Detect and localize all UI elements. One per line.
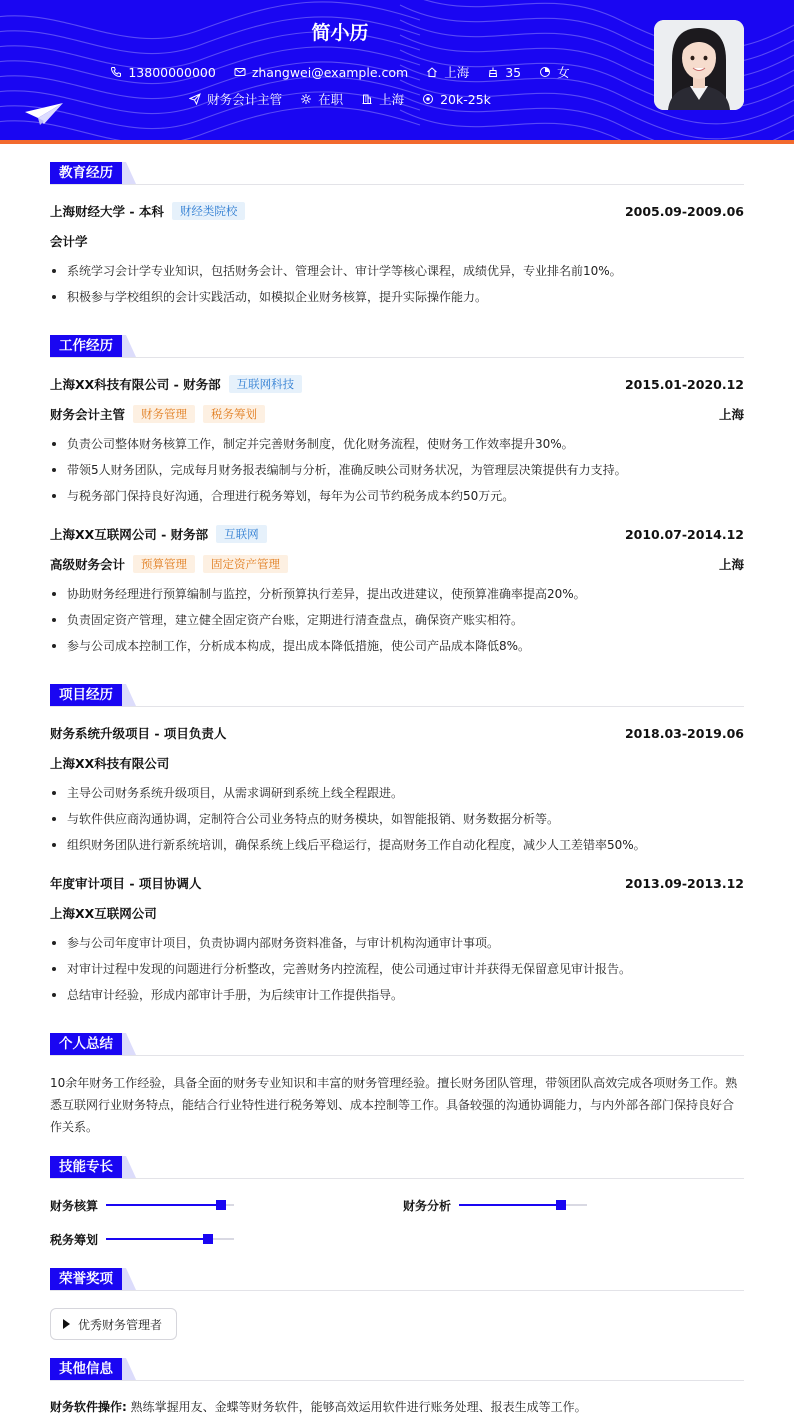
work-period: 2010.07-2014.12 (624, 526, 744, 542)
section-title-other: 其他信息 (50, 1358, 122, 1380)
school-name: 上海财经大学 - 本科 (50, 204, 164, 219)
skill-bar-knob (203, 1234, 213, 1244)
list-item: 协助财务经理进行预算编制与监控，分析预算执行差异，提出改进建议，使预算准确率提高20%。 (50, 585, 744, 603)
project-period: 2013.09-2013.12 (624, 875, 744, 891)
section-divider (50, 357, 744, 358)
phone-icon (110, 66, 122, 78)
section-other (50, 1358, 744, 1380)
avatar-icon (654, 20, 744, 110)
section-title-work: 工作经历 (50, 335, 122, 357)
age-text: 35 (505, 64, 522, 80)
email-text: zhangwei@example.com (251, 64, 409, 80)
location-item (426, 63, 469, 81)
candidate-name: 简小历 (311, 22, 369, 44)
role-title: 财务会计主管 (50, 407, 126, 422)
list-item: 主导公司财务系统升级项目，从需求调研到系统上线全程跟进。 (50, 784, 744, 802)
skill-item (50, 1196, 234, 1214)
gender-text: 女 (557, 65, 570, 80)
status-item (300, 90, 343, 108)
contact-row (0, 63, 680, 81)
list-item: 对审计过程中发现的问题进行分析整改，完善财务内控流程，使公司通过审计并获得无保留意见审计报告。 (50, 960, 744, 978)
gender-item (539, 63, 570, 81)
building-icon (361, 93, 373, 105)
title-ribbon-icon (122, 684, 136, 706)
work-city-item (361, 90, 404, 108)
list-item: 负责固定资产管理，建立健全固定资产台账，定期进行清查盘点，确保资产账实相符。 (50, 611, 744, 629)
list-item: 积极参与学校组织的会计实践活动，如模拟企业财务核算，提升实际操作能力。 (50, 288, 744, 306)
section-divider (50, 706, 744, 707)
role-title: 高级财务会计 (50, 557, 126, 572)
company-name: 上海XX科技有限公司 - 财务部 (50, 377, 221, 392)
skill-item (403, 1196, 587, 1214)
list-item: 参与公司成本控制工作，分析成本构成，提出成本降低措施，使公司产品成本降低8%。 (50, 637, 744, 655)
project-title: 财务系统升级项目 - 项目负责人 (50, 726, 227, 741)
skill-bar (459, 1204, 587, 1206)
role-tag: 税务筹划 (203, 405, 265, 423)
title-ribbon-icon (122, 335, 136, 357)
title-ribbon-icon (122, 162, 136, 184)
project-title: 年度审计项目 - 项目协调人 (50, 876, 202, 891)
email-item (234, 63, 408, 81)
skill-bar (106, 1204, 234, 1206)
section-divider (50, 184, 744, 185)
job-row (0, 90, 680, 108)
section-divider (50, 1290, 744, 1291)
resume-header (0, 0, 794, 140)
award-item (50, 1308, 177, 1340)
send-icon (189, 93, 201, 105)
skill-bar-fill (106, 1204, 221, 1206)
location-text: 上海 (444, 65, 470, 80)
title-ribbon-icon (122, 1156, 136, 1178)
skill-bar-fill (459, 1204, 561, 1206)
company-tag: 互联网科技 (229, 375, 303, 393)
other-label: 财务软件操作: (50, 1400, 127, 1414)
title-ribbon-icon (122, 1033, 136, 1055)
skill-bar-fill (106, 1238, 208, 1240)
profile-photo (654, 20, 744, 110)
list-item: 带领5人财务团队，完成每月财务报表编制与分析，准确反映公司财务状况，为管理层决策提供有力支持。 (50, 461, 744, 479)
list-item: 总结审计经验，形成内部审计手册，为后续审计工作提供指导。 (50, 986, 744, 1004)
position-text: 财务会计主管 (207, 92, 283, 107)
gender-icon (539, 66, 551, 78)
mail-icon (234, 66, 246, 78)
skill-bar-knob (556, 1200, 566, 1210)
project-org-row (50, 754, 744, 772)
header-accent-bar (0, 140, 794, 144)
project-period: 2018.03-2019.06 (624, 725, 744, 741)
list-item: 系统学习会计学专业知识，包括财务会计、管理会计、审计学等核心课程，成绩优异，专业排名前10%。 (50, 262, 744, 280)
role-row (50, 405, 744, 423)
company-tag: 互联网 (216, 525, 267, 543)
school-tag: 财经类院校 (172, 202, 246, 220)
work-header (50, 375, 744, 393)
section-work (50, 335, 744, 357)
section-title-summary: 个人总结 (50, 1033, 122, 1055)
paper-plane-icon (24, 102, 64, 126)
education-period: 2005.09-2009.06 (624, 203, 744, 219)
skill-name: 财务分析 (403, 1198, 452, 1213)
project-org-row (50, 904, 744, 922)
skill-item (50, 1230, 234, 1248)
role-row (50, 555, 744, 573)
section-divider (50, 1055, 744, 1056)
summary-text: 10余年财务工作经验，具备全面的财务专业知识和丰富的财务管理经验。擅长财务团队管理，带领团队高效完成各项财务工作。熟悉互联网行业财务特点，能结合行业特性进行税务筹划、成本控制等工作。具备较强的沟通协调能力，与内外部各部门保持良好合作关系。 (50, 1076, 738, 1134)
list-item: 与软件供应商沟通协调，定制符合公司业务特点的财务模块，如智能报销、财务数据分析等。 (50, 810, 744, 828)
section-summary (50, 1033, 744, 1055)
section-skills (50, 1156, 744, 1178)
work-header (50, 525, 744, 543)
other-info (50, 1398, 744, 1415)
project-header (50, 724, 744, 742)
salary-item (422, 90, 491, 108)
work-city-text: 上海 (379, 92, 405, 107)
section-title-skills: 技能专长 (50, 1156, 122, 1178)
section-divider (50, 1380, 744, 1381)
section-awards (50, 1268, 744, 1290)
skill-bar-knob (216, 1200, 226, 1210)
project-header (50, 874, 744, 892)
list-item: 参与公司年度审计项目，负责协调内部财务资料准备，与审计机构沟通审计事项。 (50, 934, 744, 952)
section-education (50, 162, 744, 184)
age-item (487, 63, 521, 81)
play-icon (63, 1319, 70, 1329)
list-item: 负责公司整体财务核算工作，制定并完善财务制度，优化财务流程，使财务工作效率提升30%。 (50, 435, 744, 453)
skill-name: 财务核算 (50, 1198, 99, 1213)
section-title-projects: 项目经历 (50, 684, 122, 706)
section-divider (50, 1178, 744, 1179)
award-name: 优秀财务管理者 (78, 1317, 163, 1332)
home-icon (426, 66, 438, 78)
position-item (189, 90, 282, 108)
title-ribbon-icon (122, 1358, 136, 1380)
company-name: 上海XX互联网公司 - 财务部 (50, 527, 209, 542)
list-item: 与税务部门保持良好沟通，合理进行税务筹划，每年为公司节约税务成本约50万元。 (50, 487, 744, 505)
age-icon (487, 66, 499, 78)
section-title-awards: 荣誉奖项 (50, 1268, 122, 1290)
status-text: 在职 (318, 92, 344, 107)
education-header (50, 202, 744, 220)
phone-item (110, 63, 215, 81)
section-projects (50, 684, 744, 706)
work-city: 上海 (718, 407, 744, 422)
role-tag: 固定资产管理 (203, 555, 288, 573)
phone-text: 13800000000 (128, 64, 216, 80)
project-org: 上海XX科技有限公司 (50, 756, 170, 771)
section-title-education: 教育经历 (50, 162, 122, 184)
salary-icon (422, 93, 434, 105)
role-tag: 预算管理 (133, 555, 195, 573)
list-item: 组织财务团队进行新系统培训，确保系统上线后平稳运行，提高财务工作自动化程度，减少人工差错率50%。 (50, 836, 744, 854)
work-city: 上海 (718, 557, 744, 572)
skill-bar (106, 1238, 234, 1240)
work-period: 2015.01-2020.12 (624, 376, 744, 392)
salary-text: 20k-25k (440, 91, 491, 107)
skill-name: 税务筹划 (50, 1232, 99, 1247)
project-org: 上海XX互联网公司 (50, 906, 157, 921)
other-text: 熟练掌握用友、金蝶等财务软件，能够高效运用软件进行账务处理、报表生成等工作。 (130, 1400, 587, 1414)
major-row (50, 232, 744, 250)
title-ribbon-icon (122, 1268, 136, 1290)
major: 会计学 (50, 234, 88, 249)
status-icon (300, 93, 312, 105)
role-tag: 财务管理 (133, 405, 195, 423)
